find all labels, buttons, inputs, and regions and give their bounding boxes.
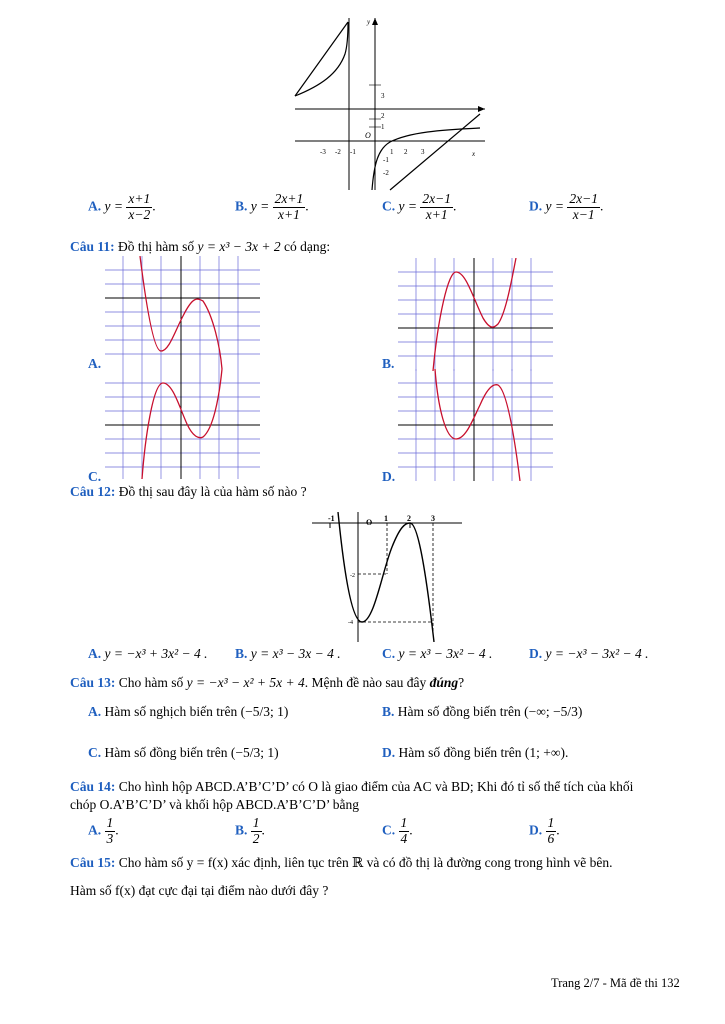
q11-graph-c: [105, 369, 260, 479]
q13-option-c[interactable]: C. Hàm số đồng biến trên (−5/3; 1): [88, 745, 279, 760]
q12-stem: Câu 12: Đồ thị sau đây là của hàm số nào ?: [70, 484, 307, 499]
q13-c-interval: (−5/3; 1): [230, 745, 279, 760]
q11-label-c[interactable]: C.: [88, 469, 102, 484]
q14-option-d[interactable]: D. $\frac{1}{6}$ .: [529, 815, 560, 846]
q11-label-a[interactable]: A.: [88, 356, 102, 371]
q12-label-2: 2: [407, 514, 411, 523]
q12-label-m1: -1: [328, 514, 335, 523]
q12-ylabel-m4: -4: [348, 620, 353, 626]
q14-option-b[interactable]: B. $\frac{1}{2}$ .: [235, 815, 265, 846]
q12-option-a[interactable]: A. y = −x³ + 3x² − 4 .: [88, 646, 208, 661]
q13-a-interval: (−5/3; 1): [240, 704, 289, 719]
q10-xtick-m1: -1: [350, 148, 356, 156]
q14-stem-line2: chóp O.A’B’C’D’ và khối hộp ABCD.A’B’C’D’ bằng: [70, 797, 359, 812]
q10-origin: O: [365, 131, 371, 140]
q12-option-b[interactable]: B. y = x³ − 3x − 4 .: [235, 646, 341, 661]
q13-option-b[interactable]: B. Hàm số đồng biến trên (−∞; −5/3): [382, 704, 583, 719]
q14-option-c[interactable]: C. $\frac{1}{4}$ .: [382, 815, 413, 846]
q15-stem-line1: Câu 15: Cho hàm số y = f(x) xác định, liên tục trên ℝ và có đồ thị là đường cong trong hình vẽ bên.: [70, 855, 613, 870]
q13-option-a[interactable]: A. Hàm số nghịch biến trên (−5/3; 1): [88, 704, 289, 719]
q13-b-interval: (−∞; −5/3): [524, 704, 583, 719]
q11-label-b[interactable]: B.: [382, 356, 395, 371]
q10-ytick-m2: -2: [383, 169, 389, 177]
q10-b-fraction: $\frac{2x+1}{x+1}$: [274, 191, 304, 222]
q11-graph-d: [398, 369, 553, 481]
q10-option-c[interactable]: C. y = $\frac{2x-1}{x+1}$ .: [382, 191, 457, 222]
q12-label-3: 3: [431, 514, 435, 523]
q10-axis-y-label: y: [367, 18, 371, 26]
q10-option-b[interactable]: B. y = $\frac{2x+1}{x+1}$ .: [235, 191, 309, 222]
q12-option-d[interactable]: D. y = −x³ − 3x² − 4 .: [529, 646, 649, 661]
q12-ylabel-m2: -2: [350, 573, 355, 579]
q10-xtick-3: 3: [421, 148, 425, 156]
q10-ytick-1: 1: [381, 123, 385, 131]
q15-stem-line2: Hàm số f(x) đạt cực đại tại điểm nào dưới đây ?: [70, 883, 329, 898]
q10-xtick-2: 2: [404, 148, 408, 156]
q12-option-c[interactable]: C. y = x³ − 3x² − 4 .: [382, 646, 493, 661]
q10-option-a[interactable]: A. y = $\frac{x+1}{x-2}$ .: [88, 191, 156, 222]
q10-a-fraction: $\frac{x+1}{x-2}$: [128, 191, 151, 222]
q11-stem: Câu 11: Đồ thị hàm số y = x³ − 3x + 2 có dạng:: [70, 239, 331, 254]
q14-option-a[interactable]: A. $\frac{1}{3}$ .: [88, 815, 119, 846]
page-footer: Trang 2/7 - Mã đề thi 132: [551, 976, 680, 990]
q10-option-d[interactable]: D. y = $\frac{2x-1}{x-1}$ .: [529, 191, 604, 222]
q14-stem-line1: Câu 14: Cho hình hộp ABCD.A’B’C’D’ có O là giao điểm của AC và BD; Khi đó tỉ số thể tích của khối: [70, 779, 634, 794]
q12-label-1: 1: [384, 514, 388, 523]
q12-label-o: O: [366, 518, 373, 527]
q11-graph-a: [105, 256, 260, 369]
q10-xtick-1: 1: [390, 148, 394, 156]
q10-xtick-m3: -3: [320, 148, 326, 156]
q10-axis-x-label: x: [472, 150, 476, 158]
q10-d-fraction: $\frac{2x-1}{x-1}$: [569, 191, 598, 222]
q11-graph-b: [398, 258, 553, 371]
q10-c-fraction: $\frac{2x-1}{x+1}$: [422, 191, 451, 222]
q12-cubic-graph: [312, 512, 462, 642]
q10-hyperbola-graph: [290, 14, 490, 194]
q10-xtick-m2: -2: [335, 148, 341, 156]
q11-label-d[interactable]: D.: [382, 469, 396, 484]
q13-stem: Câu 13: Cho hàm số y = −x³ − x² + 5x + 4. Mệnh đề nào sau đây đúng?: [70, 675, 465, 690]
q13-option-d[interactable]: D. Hàm số đồng biến trên (1; +∞).: [382, 745, 569, 760]
q10-ytick-3: 3: [381, 92, 385, 100]
q10-ytick-m1: -1: [383, 156, 389, 164]
q10-ytick-2: 2: [381, 112, 385, 120]
q13-d-interval: (1; +∞).: [524, 745, 569, 760]
